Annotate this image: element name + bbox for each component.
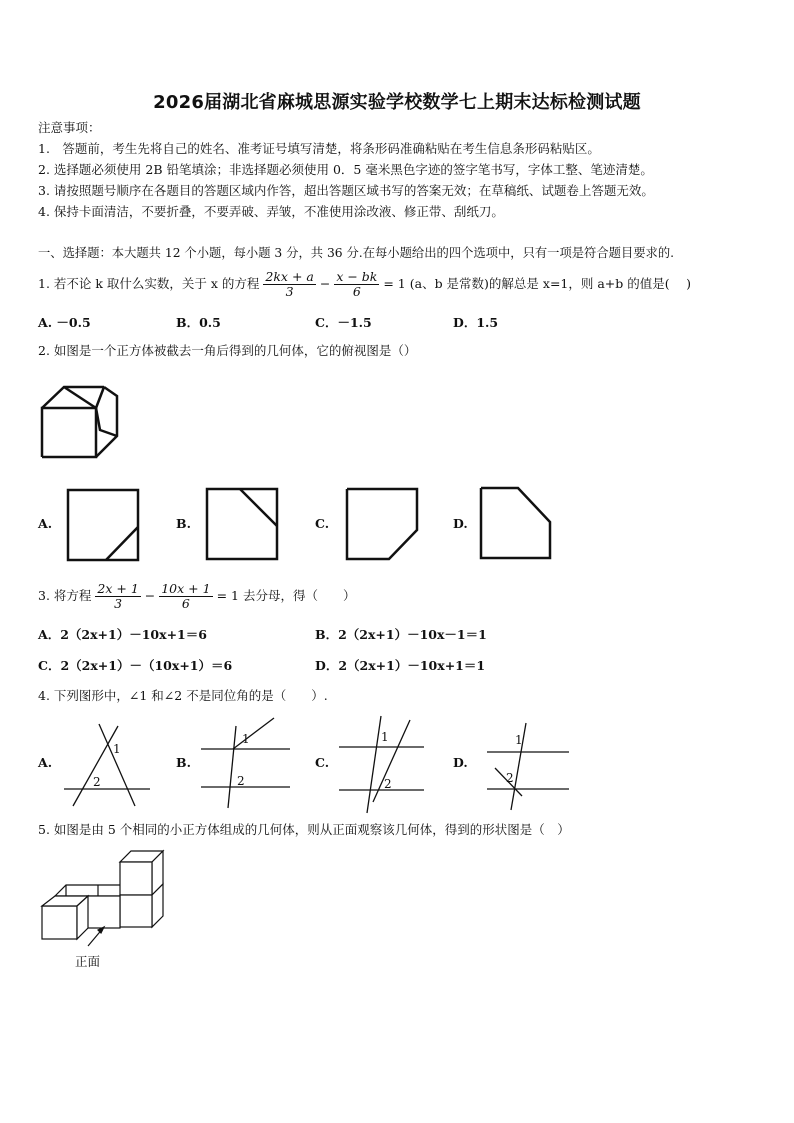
- q4-a-angle-1: 1: [113, 742, 121, 756]
- q1-suffix: (a、b 是常数)的解总是 x=1，则 a+b 的值是( ): [409, 276, 691, 291]
- q4-c-angle-2: 2: [384, 777, 392, 791]
- q1-eq: = 1: [383, 276, 406, 291]
- q3-minus: −: [144, 588, 156, 603]
- q4-a-angle-2: 2: [93, 775, 101, 789]
- q3-option-b[interactable]: B．2（2x+1）－10x－1＝1: [315, 627, 487, 642]
- q2-label-c[interactable]: C.: [315, 516, 330, 531]
- q4-label-a[interactable]: A.: [38, 755, 53, 770]
- q2-label-a[interactable]: A.: [38, 516, 53, 531]
- q5-front-label: 正面: [75, 954, 101, 969]
- q1-option-a[interactable]: A. －0.5: [38, 315, 91, 330]
- q1-prefix: 1. 若不论 k 取什么实数，关于 x 的方程: [38, 276, 260, 291]
- q3-option-a[interactable]: A．2（2x+1）－10x+1＝6: [38, 627, 207, 642]
- notice-item-1: 1. 答题前，考生先将自己的姓名、准考证号填写清楚，将条形码准确粘贴在考生信息条形码粘贴区。: [38, 141, 600, 156]
- q1-option-d[interactable]: D．1.5: [453, 315, 499, 330]
- q3-f1-den: 3: [114, 596, 123, 611]
- q1-option-b[interactable]: B．0.5: [176, 315, 221, 330]
- q1-f1-den: 3: [285, 284, 294, 299]
- q3-option-d[interactable]: D．2（2x+1）－10x+1＝1: [315, 658, 486, 673]
- q1-f2-num: x − bk: [336, 269, 378, 284]
- notice-item-3: 3. 请按照题号顺序在各题目的答题区域内作答，超出答题区域书写的答案无效；在草稿纸、试题卷上答题无效。: [38, 183, 654, 198]
- q3-f1-num: 2x + 1: [97, 581, 139, 596]
- q4-label-b[interactable]: B.: [176, 755, 191, 770]
- q3-eq: = 1: [216, 588, 239, 603]
- notice-heading: 注意事项：: [38, 120, 101, 135]
- page-title: 2026届湖北省麻城思源实验学校数学七上期末达标检测试题: [153, 92, 641, 113]
- q1-minus: −: [319, 276, 331, 291]
- q1-f2-den: 6: [352, 284, 361, 299]
- question-4: 4. 下列图形中，∠1 和∠2 不是同位角的是（ ）.: [38, 688, 328, 703]
- q4-b-angle-1: 1: [242, 732, 250, 746]
- q3-f2-den: 6: [181, 596, 190, 611]
- q4-c-angle-1: 1: [381, 730, 389, 744]
- question-2: 2. 如图是一个正方体被截去一角后得到的几何体，它的俯视图是（）: [38, 343, 417, 358]
- notice-item-2: 2. 选择题必须使用 2B 铅笔填涂；非选择题必须使用 0．5 毫米黑色字迹的签字笔书写，字体工整、笔迹清楚。: [38, 162, 653, 177]
- q4-b-angle-2: 2: [237, 774, 245, 788]
- q2-label-b[interactable]: B.: [176, 516, 191, 531]
- q4-d-angle-1: 1: [515, 733, 523, 747]
- q3-f2-num: 10x + 1: [161, 581, 211, 596]
- q2-label-d[interactable]: D.: [453, 516, 468, 531]
- question-5: 5. 如图是由 5 个相同的小正方体组成的几何体，则从正面观察该几何体，得到的形状图是（ ）: [38, 822, 570, 837]
- q1-option-c[interactable]: C．－1.5: [315, 315, 372, 330]
- notice-item-4: 4. 保持卡面清洁，不要折叠，不要弄破、弄皱，不准使用涂改液、修正带、刮纸刀。: [38, 204, 504, 219]
- q4-label-d[interactable]: D.: [453, 755, 468, 770]
- q1-f1-num: 2kx + a: [265, 269, 314, 284]
- section-heading: 一、选择题：本大题共 12 个小题，每小题 3 分，共 36 分.在每小题给出的四个选项中，只有一项是符合题目要求的.: [38, 246, 675, 260]
- q3-prefix: 3. 将方程: [38, 588, 92, 603]
- q3-suffix: 去分母，得（ ）: [242, 588, 356, 603]
- q4-label-c[interactable]: C.: [315, 755, 330, 770]
- q4-d-angle-2: 2: [506, 771, 514, 785]
- q3-option-c[interactable]: C．2（2x+1）－（10x+1）＝6: [38, 658, 233, 673]
